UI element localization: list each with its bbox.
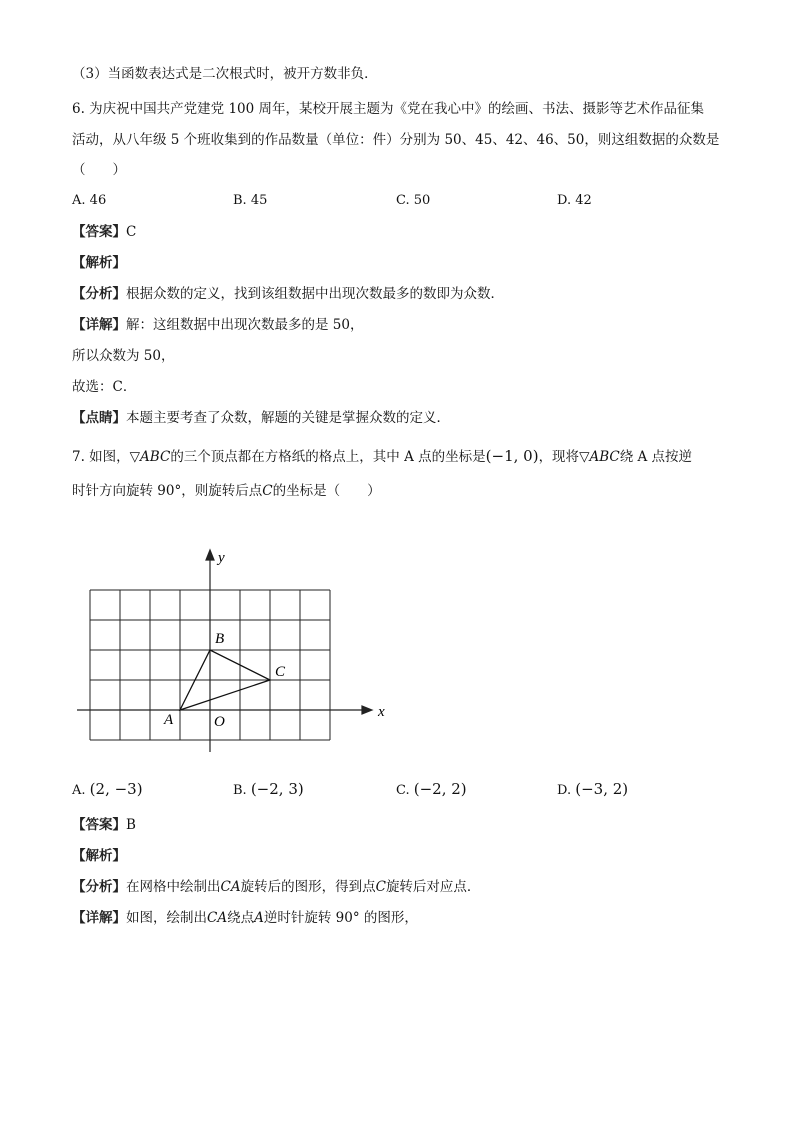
- fenxi-text: 旋转后的图形，得到点: [240, 879, 376, 895]
- answer-value: C: [126, 224, 137, 240]
- xiangjie-text: 如图，绘制出: [126, 910, 207, 926]
- q6-stem-line2: 活动，从八年级 5 个班收集到的作品数量（单位：件）分别为 50、45、42、46、50，则这组数据的众数是: [72, 132, 720, 148]
- x-axis-label: x: [378, 704, 385, 720]
- q7-jiexi: [72, 846, 724, 866]
- analysis-heading: 【解析】: [72, 848, 126, 864]
- point-a: A: [254, 910, 264, 926]
- option-value: 46: [89, 193, 107, 208]
- intro-text: （3）当函数表达式是二次根式时，被开方数非负．: [72, 66, 378, 82]
- xiangjie-text: 绕点: [227, 910, 255, 926]
- q6-stem-line3: （ ）: [72, 162, 126, 178]
- q7-stem-part: 绕 A 点按逆: [619, 449, 693, 465]
- option-letter: C.: [396, 783, 410, 798]
- q6-stem-line1: 6. 为庆祝中国共产党建党 100 周年，某校开展主题为《党在我心中》的绘画、书法、摄影等艺术作品征集: [72, 101, 705, 117]
- fenxi-tag: 【分析】: [72, 286, 126, 302]
- q7-option-b: [233, 779, 304, 801]
- option-value: (−3, 2): [575, 780, 629, 798]
- option-letter: C.: [396, 193, 410, 208]
- coord-a: (−1, 0): [485, 447, 539, 465]
- xiangjie-text: 逆时针旋转 90° 的图形，: [263, 910, 418, 926]
- origin-label: O: [214, 714, 225, 730]
- xiangjie-tag: 【详解】: [72, 910, 126, 926]
- point-c: C: [262, 483, 273, 499]
- option-value: (−2, 3): [250, 780, 304, 798]
- xiangjie-tag: 【详解】: [72, 317, 126, 333]
- vertex-b-label: B: [215, 631, 225, 647]
- answer-tag: 【答案】: [72, 817, 126, 833]
- xiangjie-text: 解：这组数据中出现次数最多的是 50，: [126, 317, 364, 333]
- q6-choose: 故选：C．: [72, 379, 137, 395]
- segment-ca: CA: [207, 910, 228, 926]
- option-letter: D.: [557, 193, 572, 208]
- triangle-abc: ▽ABC: [129, 449, 171, 465]
- x-axis-arrow-icon: [362, 706, 372, 714]
- segment-ca: CA: [220, 879, 241, 895]
- option-letter: A.: [72, 193, 86, 208]
- option-value: 50: [413, 193, 431, 208]
- y-axis-label: y: [218, 550, 225, 566]
- option-letter: D.: [557, 783, 572, 798]
- q7-xiangjie: [72, 908, 724, 928]
- q7-stem-part: 的坐标是（ ）: [272, 483, 381, 499]
- fenxi-text: 旋转后对应点．: [385, 879, 481, 895]
- q7-stem-part: 时针方向旋转 90°，则旋转后点: [72, 483, 263, 499]
- y-axis-arrow-icon: [206, 550, 214, 560]
- q6-so: 所以众数为 50，: [72, 348, 175, 364]
- option-letter: B.: [233, 783, 247, 798]
- fenxi-tag: 【分析】: [72, 879, 126, 895]
- option-value: 45: [250, 193, 268, 208]
- q7-option-a: [72, 779, 143, 801]
- option-value: (−2, 2): [413, 780, 467, 798]
- vertex-c-label: C: [275, 664, 286, 680]
- q7-option-d: [557, 779, 628, 801]
- q7-stem-part: ，现将: [538, 449, 580, 465]
- option-value: (2, −3): [89, 780, 143, 798]
- q7-option-c: [396, 779, 467, 801]
- answer-tag: 【答案】: [72, 224, 126, 240]
- answer-value: B: [126, 817, 136, 833]
- vertex-a-label: A: [164, 712, 174, 728]
- q7-fenxi: [72, 877, 724, 897]
- fenxi-text: 在网格中绘制出: [126, 879, 221, 895]
- option-letter: A.: [72, 783, 86, 798]
- triangle-abc: ▽ABC: [579, 449, 620, 465]
- q7-answer: [72, 815, 724, 835]
- option-value: 42: [575, 193, 592, 208]
- option-letter: B.: [233, 193, 247, 208]
- point-c: C: [375, 879, 386, 895]
- q7-stem-part: 的三个顶点都在方格纸的格点上，其中 A 点的坐标是: [170, 449, 486, 465]
- q7-stem-part: 7. 如图，: [72, 449, 130, 465]
- dianjing-tag: 【点睛】: [72, 410, 126, 426]
- dianjing-text: 本题主要考查了众数，解题的关键是掌握众数的定义．: [126, 410, 450, 426]
- analysis-heading: 【解析】: [72, 255, 126, 271]
- fenxi-text: 根据众数的定义，找到该组数据中出现次数最多的数即为众数．: [126, 286, 504, 302]
